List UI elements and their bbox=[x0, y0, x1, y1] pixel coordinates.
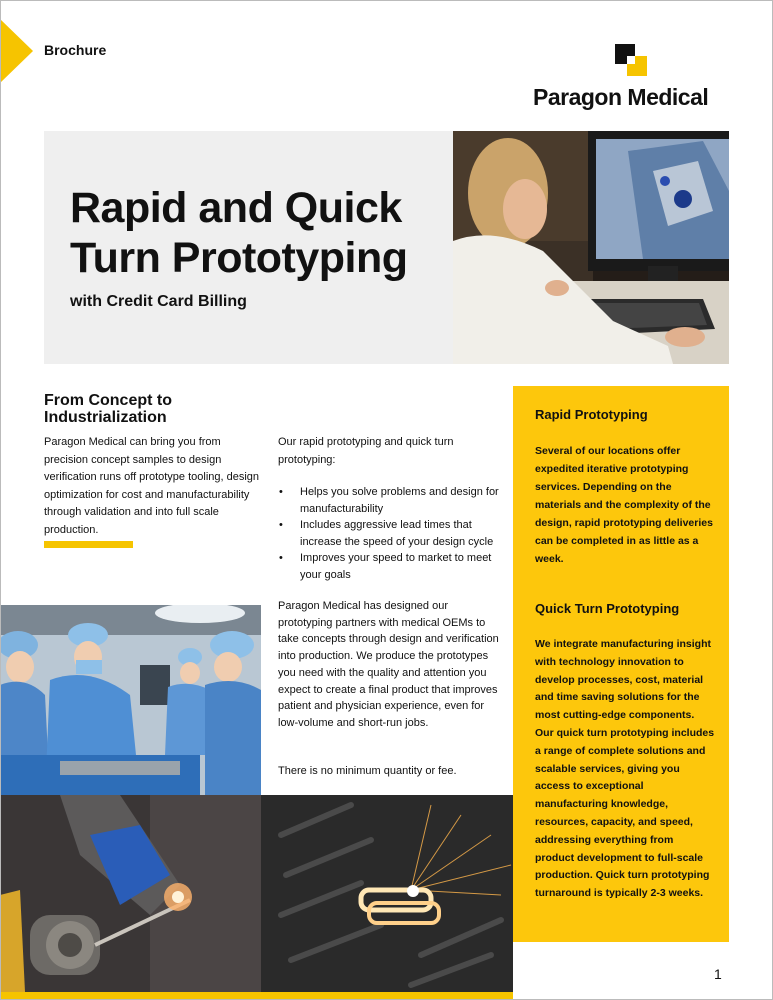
list-item: • Improves your speed to market to meet your goals bbox=[279, 552, 492, 581]
list-item-text: Improves your speed to market to meet your goals bbox=[300, 552, 492, 581]
rapid-prototyping-heading: Rapid Prototyping bbox=[535, 407, 648, 422]
minimum-note: There is no minimum quantity or fee. bbox=[278, 765, 457, 777]
list-item: • Includes aggressive lead times that increase the speed of your design cycle bbox=[279, 519, 494, 548]
machining-sparks-photo bbox=[0, 795, 261, 992]
list-item-text: Helps you solve problems and design for manufacturability bbox=[300, 486, 499, 515]
brochure-tag-marker bbox=[0, 19, 33, 83]
accent-divider bbox=[44, 541, 133, 548]
surgery-team-photo bbox=[0, 605, 261, 795]
partners-paragraph: Paragon Medical has designed our prototyping partners with medical OEMs to take concepts through design and verification into production. We produce the prototypes you need with the quality and attention you expect to create a final product that improves patient and physician experience, even for low-volume and short-run jobs. bbox=[278, 600, 499, 729]
page-subtitle: with Credit Card Billing bbox=[70, 293, 247, 310]
page-number: 1 bbox=[714, 966, 722, 982]
benefits-lead: Our rapid prototyping and quick turn prototyping: bbox=[278, 436, 454, 466]
paragon-logo-icon bbox=[615, 44, 647, 76]
quick-turn-heading: Quick Turn Prototyping bbox=[535, 601, 680, 616]
section-heading: From Concept to Industrialization bbox=[44, 392, 172, 426]
page-title: Rapid and Quick Turn Prototyping bbox=[70, 184, 408, 282]
list-item-text: Includes aggressive lead times that increase the speed of your design cycle bbox=[300, 519, 494, 548]
brochure-tag: Brochure bbox=[44, 42, 107, 58]
benefits-list bbox=[278, 484, 503, 583]
rapid-prototyping-text: Several of our locations offer expedited iterative prototyping services. Depending on the materials and the complexity of the design, rapid prototyping deliveries can be completed in as little as a week. bbox=[535, 445, 713, 565]
intro-paragraph: Paragon Medical can bring you from precision concept samples to design verification runs off prototype tooling, design optimization for cost and manufacturability through validation and into full scale production. bbox=[44, 436, 260, 536]
logo-wordmark: Paragon Medical bbox=[533, 84, 709, 110]
list-item: • Helps you solve problems and design for manufacturability bbox=[279, 486, 499, 515]
quick-turn-text: We integrate manufacturing insight with technology innovation to develop processes, cost, material and time saving solutions for the most cutting-edge components. Our quick turn prototyping includes a range of complete solutions and scalable services, giving you access to exceptional manufacturing knowledge, resources, capacity, and speed, addressing everything from product development to full-scale production. Quick turn prototyping turnaround is typically 2-3 weeks. bbox=[535, 638, 715, 900]
laser-cutting-photo bbox=[261, 795, 513, 992]
engineer-at-computer-photo bbox=[453, 131, 729, 364]
footer-accent-bar bbox=[0, 992, 513, 1000]
